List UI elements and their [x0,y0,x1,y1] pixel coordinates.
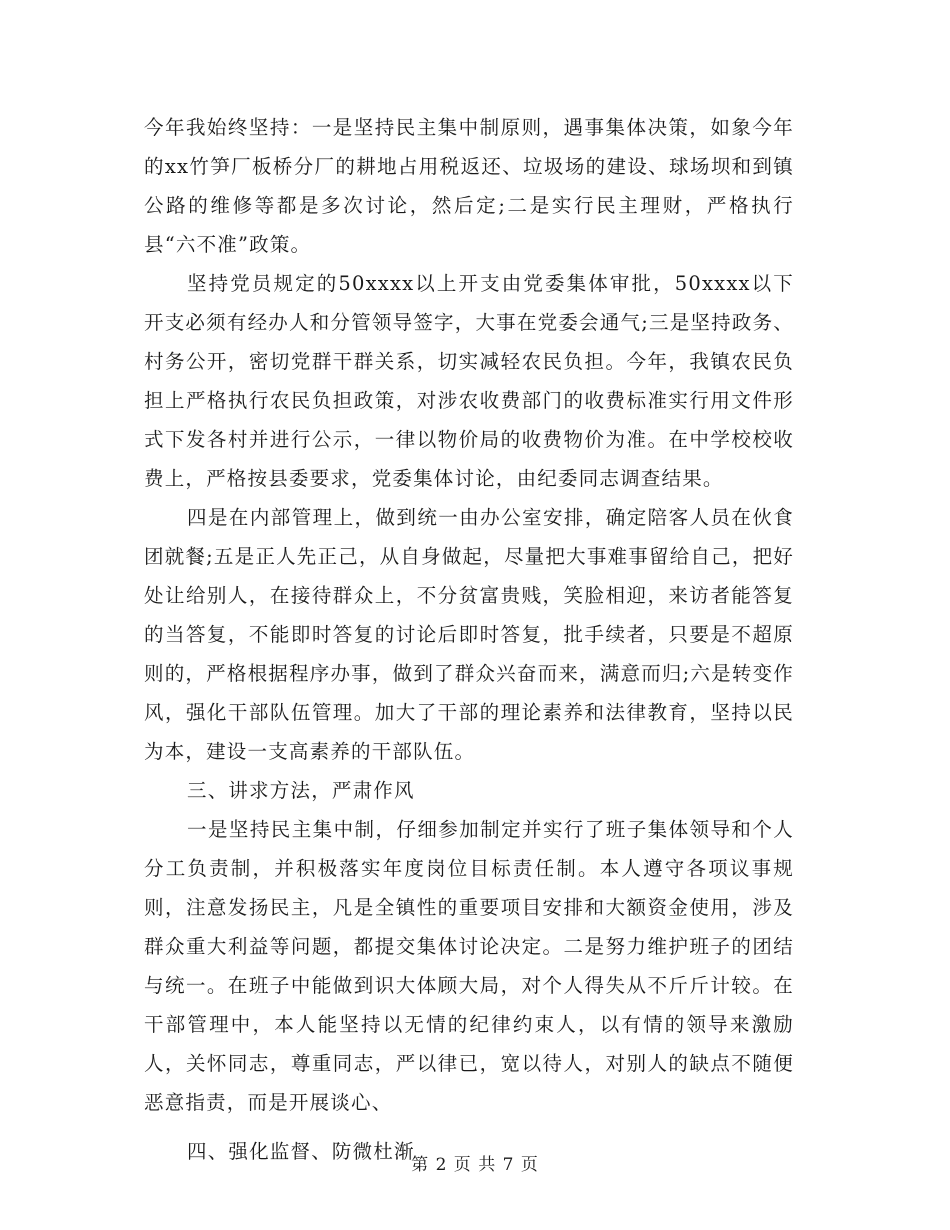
paragraph-1: 今年我始终坚持：一是坚持民主集中制原则，遇事集体决策，如象今年的xx竹笋厂板桥分厂的耕地占用税返还、垃圾场的建设、球场坝和到镇公路的维修等都是多次讨论，然后定;二是实行民主理财，严格执行县“六不准”政策。 [144,116,794,256]
paragraph-3: 四是在内部管理上，做到统一由办公室安排，确定陪客人员在伙食团就餐;五是正人先正己，从自身做起，尽量把大事难事留给自己，把好处让给别人，在接待群众上，不分贫富贵贱，笑脸相迎，来访者能答复的当答复，不能即时答复的讨论后即时答复，批手续者，只要是不超原则的，严格根据程序办事，做到了群众兴奋而来，满意而归;六是转变作风，强化干部队伍管理。加大了干部的理论素养和法律教育，坚持以民为本，建设一支高素养的干部队伍。 [144,506,794,763]
paragraph-2: 坚持党员规定的50xxxx以上开支由党委集体审批，50xxxx以下开支必须有经办人和分管领导签字，大事在党委会通气;三是坚持政务、村务公开，密切党群干群关系，切实减轻农民负担。今年，我镇农民负担上严格执行农民负担政策，对涉农收费部门的收费标准实行用文件形式下发各村并进行公示，一律以物价局的收费物价为准。在中学校校收费上，严格按县委要求，党委集体讨论，由纪委同志调查结果。 [144,272,794,490]
section-heading-3: 三、讲求方法，严肃作风 [187,779,415,802]
page-footer [0,1150,950,1175]
page-number-label: 第 2 页 共 7 页 [411,1155,539,1175]
paragraph-4: 一是坚持民主集中制，仔细参加制定并实行了班子集体领导和个人分工负责制，并积极落实年度岗位目标责任制。本人遵守各项议事规则，注意发扬民主，凡是全镇性的重要项目安排和大额资金使用，涉及群众重大利益等问题，都提交集体讨论决定。二是努力维护班子的团结与统一。在班子中能做到识大体顾大局，对个人得失从不斤斤计较。在干部管理中，本人能坚持以无情的纪律约束人，以有情的领导来激励人，关怀同志，尊重同志，严以律已，宽以待人，对别人的缺点不随便恶意指责，而是开展谈心、 [144,818,794,1114]
document-body [144,108,794,1171]
section-heading-4: 四、强化监督、防微杜渐 [187,1140,415,1163]
